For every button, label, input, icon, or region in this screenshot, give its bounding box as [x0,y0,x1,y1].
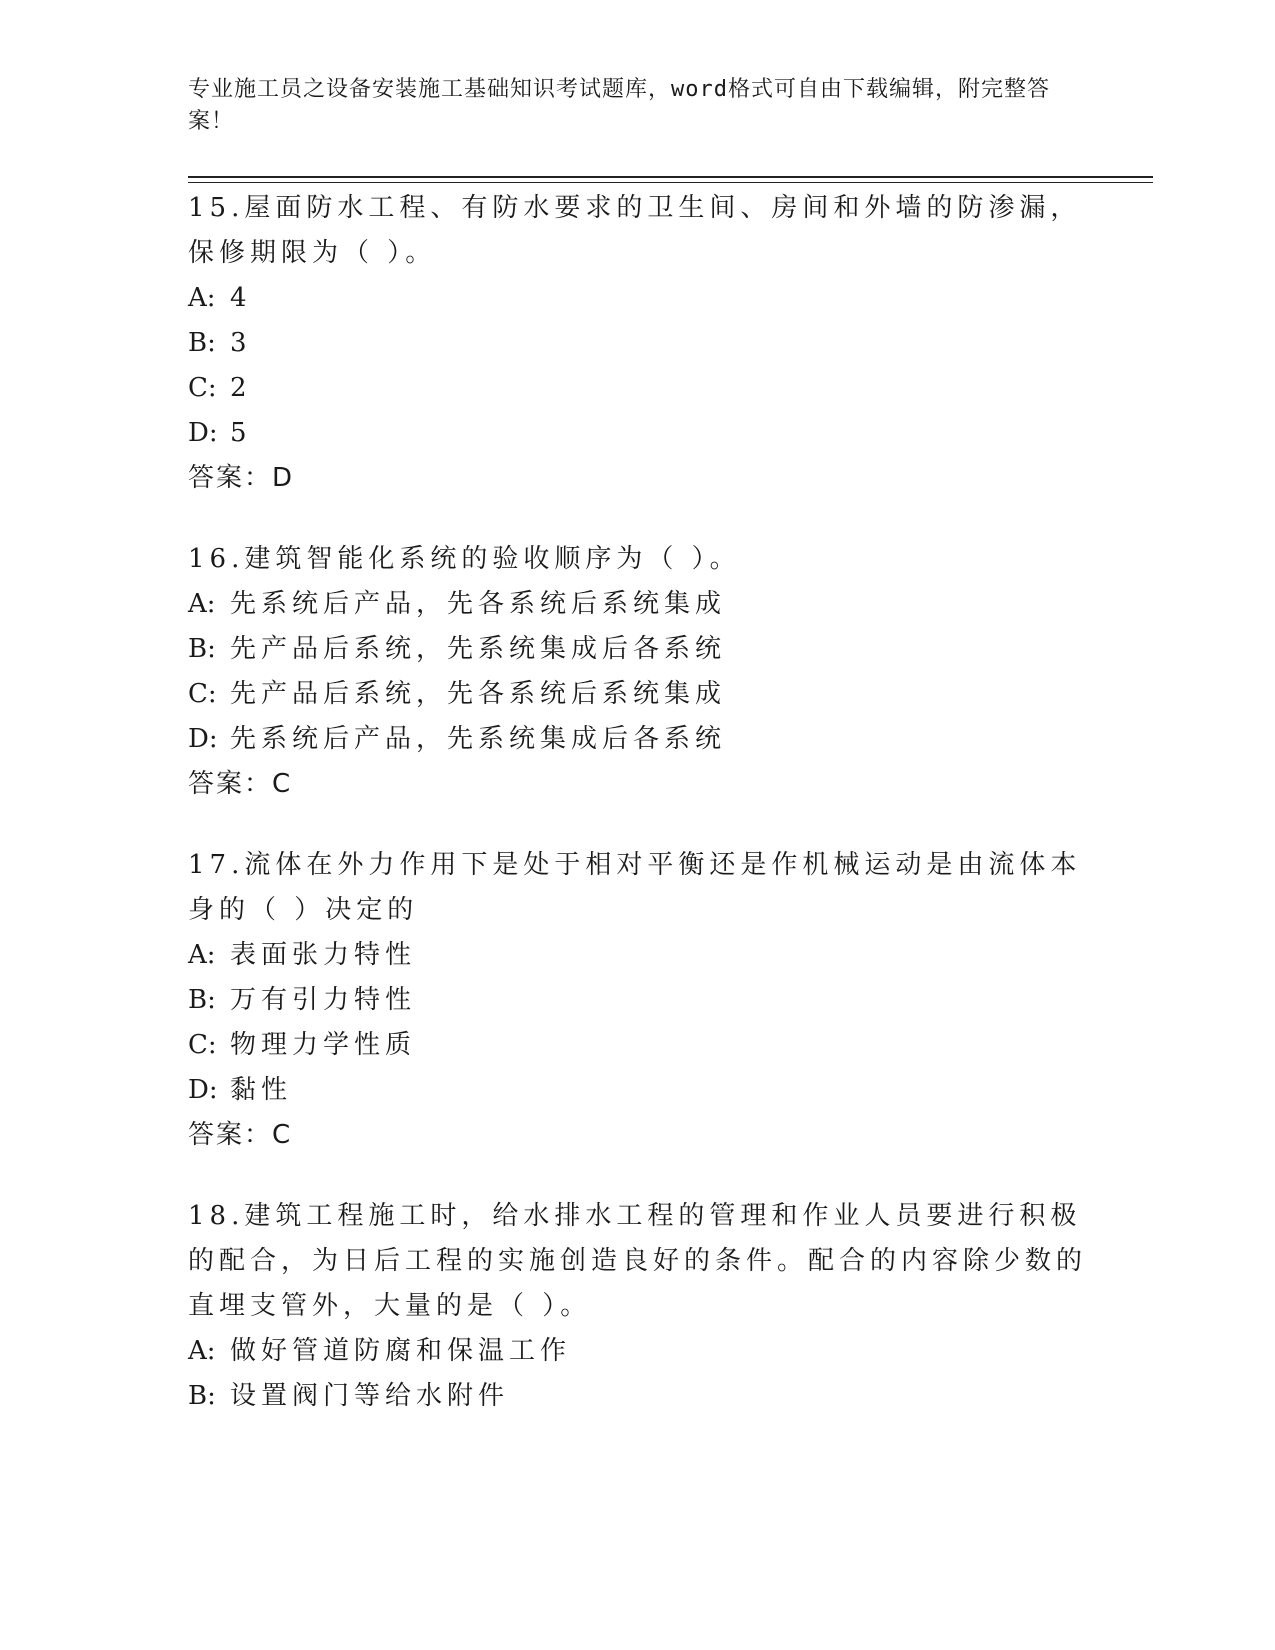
answer-line: 答案：C [188,769,293,799]
option-text: 表面张力特性 [230,940,417,970]
question-stem: 16.建筑智能化系统的验收顺序为（ ）。 [188,544,741,574]
option-letter: B: [188,328,216,358]
option-c [188,1023,1088,1068]
option-letter: D: [188,418,218,448]
question-15 [188,186,1088,501]
option-a [188,933,1088,978]
question-17 [188,843,1088,1158]
option-letter: A: [188,589,216,619]
question-stem: 15.屋面防水工程、有防水要求的卫生间、房间和外墙的防渗漏，保修期限为（ ）。 [188,193,1082,268]
option-b [188,627,1088,672]
option-text: 4 [230,283,252,313]
question-stem: 17.流体在外力作用下是处于相对平衡还是作机械运动是由流体本身的（ ）决定的 [188,850,1082,925]
option-letter: B: [188,634,216,664]
option-b [188,321,1088,366]
option-a [188,582,1088,627]
option-text: 万有引力特性 [230,985,417,1015]
option-text: 先产品后系统，先系统集成后各系统 [230,634,727,664]
option-b [188,1374,1088,1419]
option-a [188,276,1088,321]
option-letter: A: [188,940,216,970]
option-letter: D: [188,1075,218,1105]
option-a [188,1329,1088,1374]
document-header: 专业施工员之设备安装施工基础知识考试题库，word格式可自由下载编辑，附完整答案！ [188,77,1050,134]
option-letter: A: [188,283,216,313]
option-text: 5 [230,418,252,448]
option-text: 3 [230,328,252,358]
option-text: 先系统后产品，先各系统后系统集成 [230,589,727,619]
option-c [188,366,1088,411]
question-16 [188,537,1088,807]
option-letter: C: [188,373,217,403]
answer-line: 答案：C [188,1120,293,1150]
option-letter: B: [188,1381,216,1411]
option-d [188,411,1088,456]
option-text: 做好管道防腐和保温工作 [230,1336,572,1366]
option-d [188,1068,1088,1113]
question-stem: 18.建筑工程施工时，给水排水工程的管理和作业人员要进行积极的配合，为日后工程的实施创造良好的条件。配合的内容除少数的直埋支管外，大量的是（ ）。 [188,1201,1088,1321]
option-letter: C: [188,1030,217,1060]
header-divider-top [188,176,1153,178]
option-letter: D: [188,724,218,754]
option-letter: B: [188,985,216,1015]
option-b [188,978,1088,1023]
option-text: 物理力学性质 [230,1030,417,1060]
option-text: 2 [230,373,252,403]
option-text: 先系统后产品，先系统集成后各系统 [230,724,727,754]
option-text: 设置阀门等给水附件 [230,1381,510,1411]
option-letter: C: [188,679,217,709]
question-list [188,186,1088,1455]
answer-line: 答案：D [188,463,295,493]
option-text: 黏性 [230,1075,293,1105]
option-c [188,672,1088,717]
option-text: 先产品后系统，先各系统后系统集成 [230,679,727,709]
option-letter: A: [188,1336,216,1366]
question-18 [188,1194,1088,1419]
header-divider-bottom [188,182,1153,183]
option-d [188,717,1088,762]
